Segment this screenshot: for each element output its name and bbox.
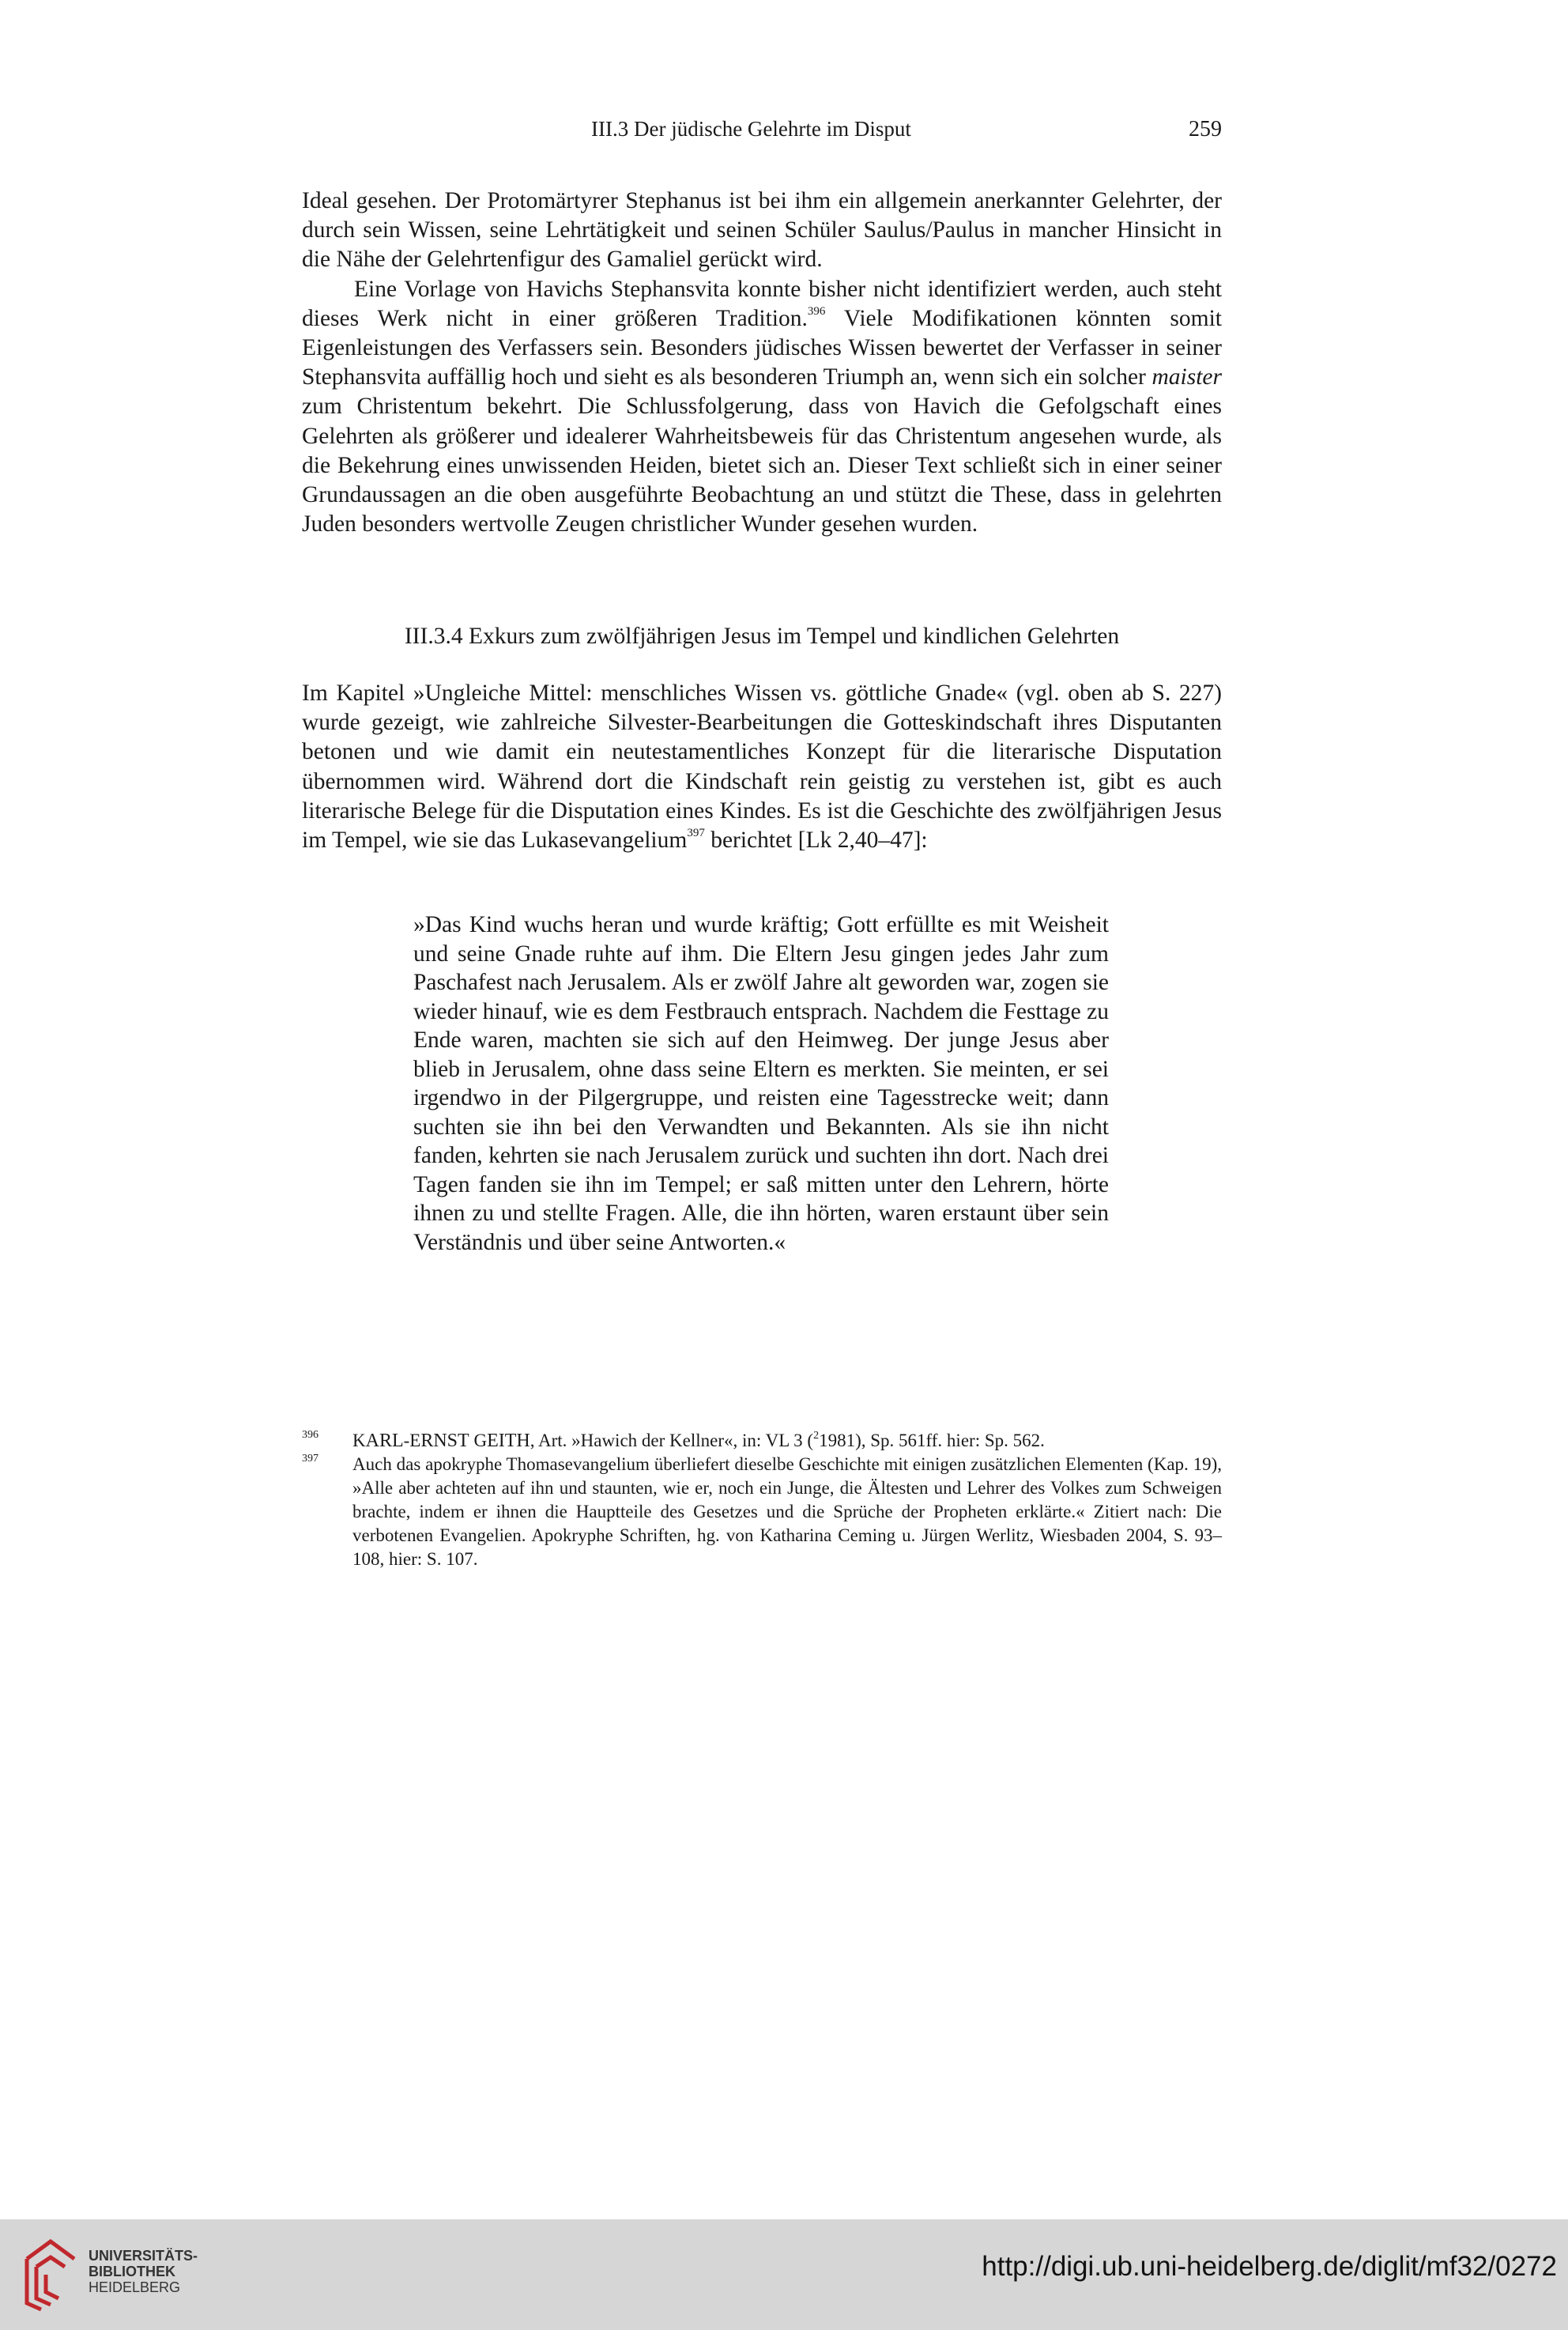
block-quote: »Das Kind wuchs heran und wurde kräftig; Gott erfüllte es mit Weisheit und seine Gnade ruhte auf ihm. Die Eltern Jesu gingen jedes Jahr zum Paschafest nach Jerusalem. Als er zwölf Jahre alt geworden war, zogen sie wieder hinauf, wie es dem Festbrauch entsprach. Nachdem die Festtage zu Ende waren, machten sie sich auf den Heimweg. Der junge Jesus aber blieb in Jerusalem, ohne dass seine Eltern es merkten. Sie meinten, er sei irgendwo in der Pilgergruppe, und reisten eine Tagesstrecke weit; dann suchten sie ihn bei den Verwandten und Bekannten. Als sie ihn nicht fanden, kehrten sie nach Jerusalem zurück und suchten ihn dort. Nach drei Tagen fanden sie ihn im Tempel; er saß mitten unter den Lehrern, hörte ihnen zu und stellte Fragen. Alle, die ihn hörten, waren erstaunt über sein Verständnis und über seine Antworten.« — [413, 912, 1109, 1255]
author-initial-g: G — [469, 1431, 488, 1450]
page-number: 259 — [1189, 117, 1222, 141]
main-text-block-1 — [302, 187, 1222, 539]
author-smallcaps-arl: ARL — [365, 1431, 404, 1451]
paragraph-2-italic-term: maister — [1152, 364, 1222, 390]
footnotes — [302, 1429, 1222, 1571]
footnote-author — [352, 1431, 530, 1450]
library-name-line-2: BIBLIOTHEK — [89, 2264, 175, 2279]
running-head — [302, 117, 1222, 149]
paragraph-2 — [302, 275, 1222, 540]
paragraph-1: Ideal gesehen. Der Protomärtyrer Stephanus ist bei ihm ein allgemein anerkannter Gelehrter, der durch sein Wissen, seine Lehrtätigkeit und seinen Schüler Saulus/Paulus in mancher Hinsicht in die Nähe der Gelehrtenfigur des Gamaliel gerückt wird. — [302, 188, 1222, 273]
footnote-number-396: 396 — [302, 1429, 318, 1441]
paragraph-3-text-b: berichtet [Lk 2,40–47]: — [704, 828, 928, 854]
footnote-396-text-b: 1981), Sp. 561ff. hier: Sp. 562. — [819, 1431, 1045, 1450]
footnote-397 — [302, 1453, 1222, 1571]
paragraph-3-text-a: Im Kapitel »Ungleiche Mittel: menschliches Wissen vs. göttliche Gnade« (vgl. oben ab S. 227) wurde gezeigt, wie zahlreiche Silvester-Bearbeitungen die Gotteskindschaft ihres Disputanten betonen und wie damit ein neutestamentliches Konzept für die literarische Disputation übernommen wird. Während dort die Kindschaft rein geistig zu verstehen ist, gibt es auch literarische Belege für die Disputation eines Kindes. Es ist die Geschichte des zwölfjährigen Jesus im Tempel, wie sie das Lukasevangelium — [302, 681, 1222, 854]
library-name-line-3: HEIDELBERG — [89, 2279, 181, 2295]
footnote-397-text: Auch das apokryphe Thomasevangelium überliefert dieselbe Geschichte mit einigen zusätzlichen Elementen (Kap. 19), »Alle aber achteten auf ihn und staunten, wie er, noch ein Junge, die Ältesten und Lehrer des Volkes zum Schweigen brachte, indem er ihnen die Hauptteile des Gesetzes und die Sprüche der Propheten erklärte.« Zitiert nach: Die verbotenen Evangelien. Apokryphe Schriften, hg. von Katharina Ceming u. Jürgen Werlitz, Wiesbaden 2004, S. 93–108, hier: S. 107. — [352, 1454, 1222, 1569]
main-text-block-2 — [302, 679, 1222, 855]
paragraph-3 — [302, 679, 1222, 855]
digitization-footer — [0, 2219, 1568, 2330]
running-title: III.3 Der jüdische Gelehrte im Disput — [591, 117, 911, 141]
library-logo-icon — [19, 2235, 82, 2314]
author-initial-k: K — [352, 1431, 366, 1450]
footnote-396 — [302, 1429, 1222, 1453]
section-heading: III.3.4 Exkurs zum zwölfjährigen Jesus im Tempel und kindlichen Gelehrten — [404, 624, 1120, 649]
library-name — [89, 2248, 198, 2295]
author-smallcaps-eith: EITH — [487, 1431, 530, 1451]
footnote-ref-397[interactable]: 397 — [687, 827, 705, 840]
paragraph-2-text-a: Eine Vorlage von Havichs Stephansvita konnte bisher nicht identifiziert werden, auch steht dieses Werk nicht in einer größeren Tradition. — [302, 276, 1222, 331]
paragraph-2-text-b: Viele Modifikationen könnten somit Eigenleistungen des Verfassers sein. Besonders jüdisches Wissen bewertet der Verfasser in seiner Stephansvita auffällig hoch und sieht es als besonderen Triumph an, wenn sich ein solcher — [302, 305, 1222, 390]
edition-superscript: 2 — [813, 1430, 820, 1442]
author-initial-e: -E — [403, 1431, 421, 1450]
footnote-number-397: 397 — [302, 1453, 318, 1465]
library-name-line-1: UNIVERSITÄTS- — [89, 2248, 198, 2264]
source-url-link[interactable]: http://digi.ub.uni-heidelberg.de/diglit/mf32/0272 — [982, 2251, 1557, 2282]
footnote-ref-396[interactable]: 396 — [807, 304, 826, 318]
paragraph-2-text-c: zum Christentum bekehrt. Die Schlussfolgerung, dass von Havich die Gefolgschaft eines Gelehrten als größerer und idealerer Wahrheitsbeweis für das Christentum angesehen wurde, als die Bekehrung eines unwissenden Heiden, bietet sich an. Dieser Text schließt sich in einer seiner Grundaussagen an die oben ausgeführte Beobachtung an und stützt die These, dass in gelehrten Juden besonders wertvolle Zeugen christlicher Wunder gesehen wurden. — [302, 394, 1222, 537]
author-smallcaps-rnst: RNST — [420, 1431, 469, 1451]
footnote-396-text-a: , Art. »Hawich der Kellner«, in: VL 3 ( — [530, 1431, 814, 1450]
